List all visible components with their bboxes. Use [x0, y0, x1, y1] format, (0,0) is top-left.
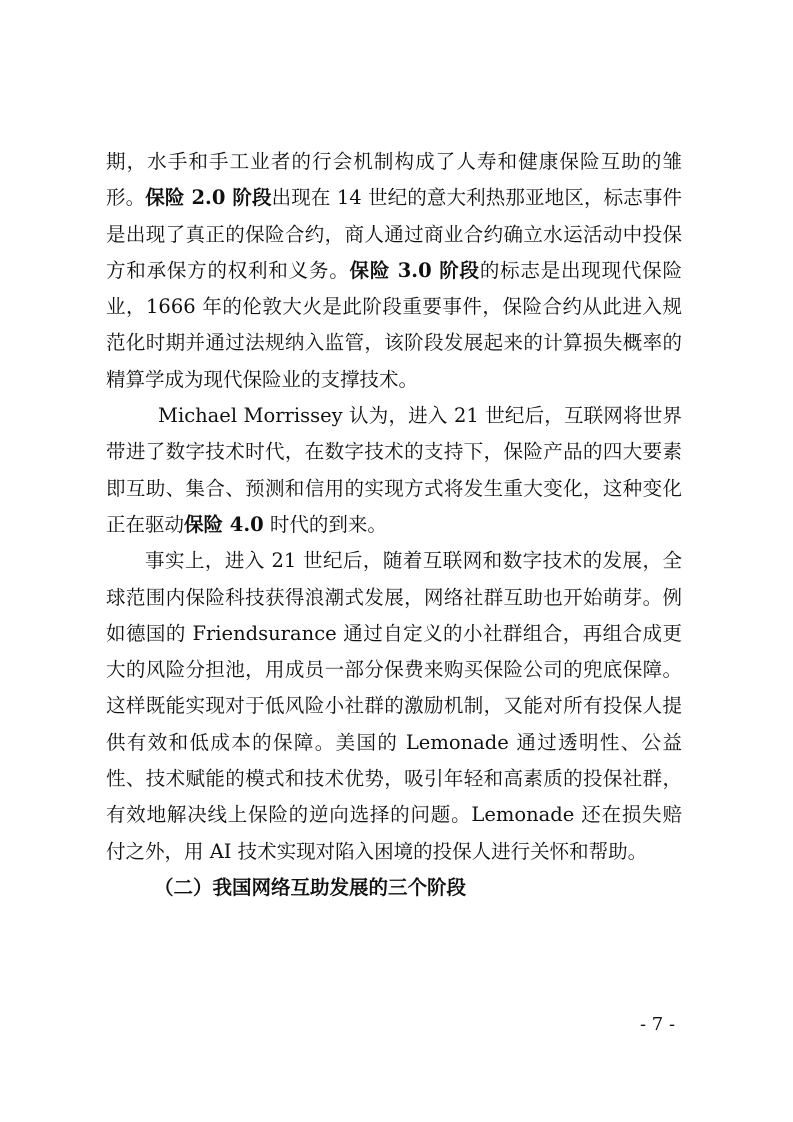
section-heading: （二）我国网络互助发展的三个阶段: [154, 875, 467, 899]
bold-term-insurance-2: 保险 2.0 阶段: [145, 186, 272, 210]
bold-term-insurance-3: 保险 3.0 阶段: [349, 258, 480, 282]
text-segment: 期，水手和手工业者的行会机制构成了人寿和健康保险互助的雏形。: [106, 150, 682, 210]
paragraph-insurance-history: [106, 144, 682, 398]
text-segment: 事实上，进入 21 世纪后，随着互联网和数字技术的发展，全球范围内保险科技获得浪潮式发展，网络社群互助也开始萌芽。例如德国的 Friendsurance 通过自定义的小社群组合，再组合成更大的风险分担池，用成员一部分保费来购买保险公司的兜底保障。这样既能实现对于低风险小社群的激励机制，又能对所有投保人提供有效和低成本的保障。美国的 Lemonade 通过透明性、公益性、技术赋能的模式和技术优势，吸引年轻和高素质的投保社群，有效地解决线上保险的逆向选择的问题。Lemonade 还在损失赔付之外，用 AI 技术实现对陷入困境的投保人进行关怀和帮助。: [106, 549, 682, 863]
text-segment: 时代的到来。: [263, 512, 387, 536]
paragraph-morrissey: [106, 398, 682, 543]
text-segment: 出现在 14 世纪的意大利热那亚地区，标志事件是出现了真正的保险合约，商人通过商业合约确立水运活动中投保方和承保方的权利和义务。: [106, 186, 682, 282]
bold-term-insurance-4: 保险 4.0: [184, 512, 264, 536]
document-body: [106, 144, 682, 906]
paragraph-insurtech-examples: [106, 543, 682, 870]
text-segment: Michael Morrissey 认为，进入 21 世纪后，互联网将世界带进了数字技术时代，在数字技术的支持下，保险产品的四大要素即互助、集合、预测和信用的实现方式将发生重大变化，这种变化正在驱动: [106, 404, 682, 536]
text-segment: 的标志是出现现代保险业，1666 年的伦敦大火是此阶段重要事件，保险合约从此进入规范化时期并通过法规纳入监管，该阶段发展起来的计算损失概率的精算学成为现代保险业的支撑技术。: [106, 258, 682, 391]
page-number: - 7 -: [640, 1014, 676, 1035]
